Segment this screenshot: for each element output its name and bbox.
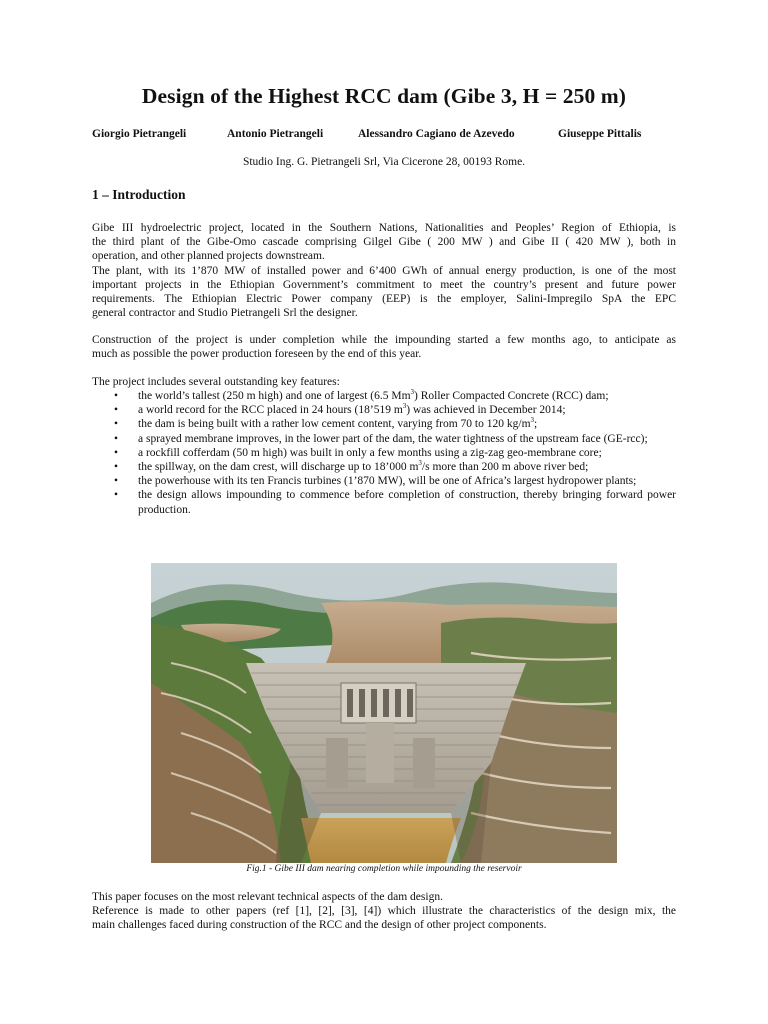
author-name: Giorgio Pietrangeli [92,128,187,140]
text-line: Construction of the project is under completion while the impounding started a few months ago, to anticipate as [92,334,676,346]
list-item: • the world’s tallest (250 m high) and one of largest (6.5 Mm$^3$) Roller Compacted Concrete (RCC) dam; [114,388,609,402]
author-name: Giuseppe Pittalis [558,128,642,140]
bullet-icon: • [114,475,119,488]
text-line: much as possible the power production foreseen by the end of this year. [92,348,422,361]
text-line: Reference is made to other papers (ref [1], [2], [3], [4]) which illustrate the characteristics of the design mix, the [92,905,676,918]
author-name: Alessandro Cagiano de Azevedo [358,128,515,140]
features-intro [92,375,676,389]
bullet-icon: • [114,418,119,431]
closing-paragraph [92,890,676,933]
dam-photo [151,563,617,863]
list-item: • the spillway, on the dam crest, will discharge up to 18’000 $m^3/s$ more than 200 m above river bed; [114,459,589,474]
figure-caption: Fig.1 - Gibe III dam nearing completion while impounding the reservoir [246,864,522,874]
list-item: • a world record for the RCC placed in 24 hours (18’519 $m^3$) was achieved in December 2014; [114,402,566,417]
bullet-icon: • [114,489,119,502]
list-item: • a sprayed membrane improves, in the lower part of the dam, the water tightness of the upstream face (GE-rcc); [114,432,648,445]
list-item: • the design allows impounding to commence before completion of construction, thereby bringing forward power production. [114,489,676,516]
affiliation: Studio Ing. G. Pietrangeli Srl, Via Cicerone 28, 00193 Rome. [242,156,526,168]
list-item: • the dam is being built with a rather low cement content, varying from 70 to 120 $kg/m^3$; [114,416,538,431]
intro-paragraph-2 [92,333,676,361]
bullet-icon: • [114,404,119,417]
text-line: the third plant of the Gibe-Omo cascade comprising Gilgel Gibe ( 200 MW ) and Gibe II ( 420 MW ), both in [92,236,676,249]
text-line: Gibe III hydroelectric project, located in the Southern Nations, Nationalities and Peoples’ Region of Ethiopia, is [92,222,676,234]
section-heading: 1 – Introduction [92,187,186,202]
text-line: This paper focuses on the most relevant technical aspects of the dam design. [92,891,443,903]
bullet-icon: • [114,446,119,459]
text-line: general contractor and Studio Pietrangeli Srl the designer. [92,307,358,320]
text-line: The plant, with its 1’870 MW of installed power and 6’400 GWh of annual energy production, is one of the most [92,264,676,277]
text-line: The project includes several outstanding key features: [92,376,340,388]
text-line: main challenges faced during construction of the RCC and the design of other project components. [92,919,547,932]
text-line: operation, and other planned projects downstream. [92,250,325,263]
text-line: important projects in the Ethiopian Government’s commitment to meet the country’s present and future power [92,278,676,291]
bullet-icon: • [114,432,119,445]
paper-title: Design of the Highest RCC dam (Gibe 3, H = 250 m) [141,84,627,108]
list-item: • the powerhouse with its ten Francis turbines (1’870 MW), will be one of Africa’s largest hydropower plants; [114,475,637,488]
author-name: Antonio Pietrangeli [227,128,324,140]
intro-paragraph-1 [92,221,676,320]
text-line: requirements. The Ethiopian Electric Power company (EEP) is the employer, Salini-Impregilo SpA the EPC [92,293,676,306]
list-item: • a rockfill cofferdam (50 m high) was built in only a few months using a zig-zag geo-membrane core; [114,446,602,459]
bullet-icon: • [114,461,119,474]
feature-list [92,389,676,517]
bullet-icon: • [114,390,119,402]
